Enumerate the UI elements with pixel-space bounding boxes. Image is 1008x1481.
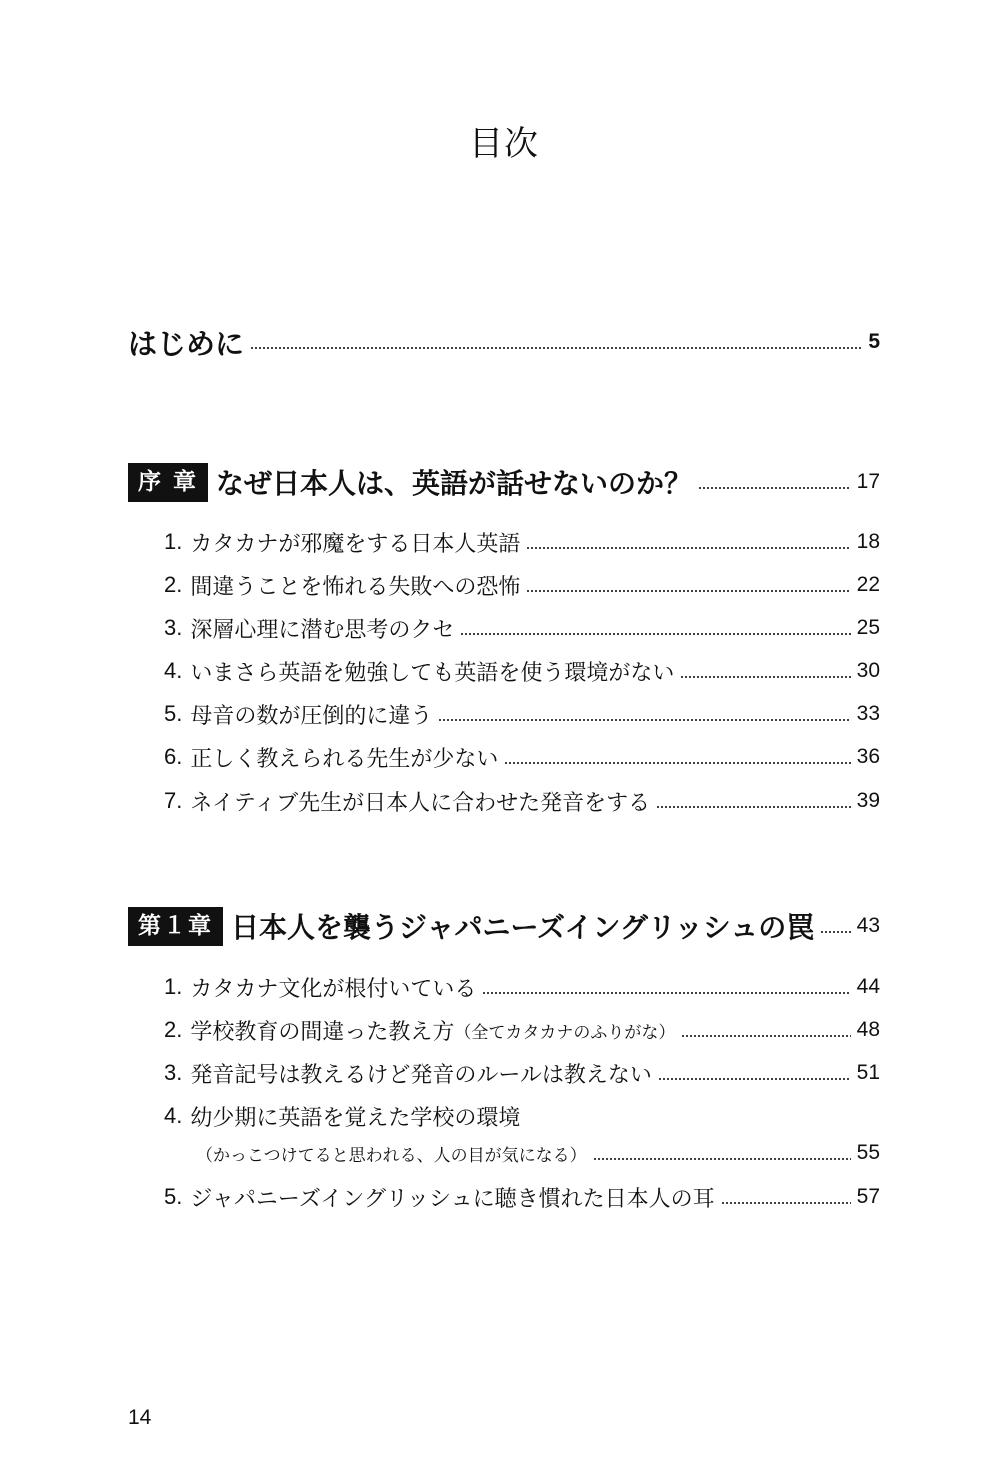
item-title: ネイティブ先生が日本人に合わせた発音をする bbox=[190, 790, 651, 816]
item-subtitle: （かっこつけてると思われる、人の目が気になる） bbox=[196, 1145, 587, 1166]
toc-item[interactable] bbox=[164, 699, 880, 729]
toc-item[interactable] bbox=[164, 613, 880, 643]
toc-item[interactable] bbox=[164, 570, 880, 600]
toc-page-number: 55 bbox=[856, 1141, 880, 1164]
toc-item[interactable] bbox=[164, 1101, 880, 1131]
item-number: 2. bbox=[164, 572, 183, 597]
chapter-title: なぜ日本人は、英語が話せないのか？ bbox=[216, 467, 693, 500]
item-title: カタカナが邪魔をする日本人英語 bbox=[190, 531, 521, 557]
toc-page-number: 5 bbox=[868, 330, 880, 353]
item-title: 学校教育の間違った教え方 bbox=[190, 1019, 455, 1045]
toc-item[interactable] bbox=[164, 972, 880, 1002]
dot-leader bbox=[482, 992, 850, 994]
page-number: 14 bbox=[128, 1406, 152, 1429]
dot-leader bbox=[656, 806, 850, 808]
toc-page-number: 44 bbox=[856, 975, 880, 998]
toc-page-number: 22 bbox=[856, 573, 880, 596]
dot-leader bbox=[526, 590, 850, 592]
item-number: 2. bbox=[164, 1017, 183, 1042]
chapter-badge: 序 章 bbox=[128, 463, 208, 502]
toc-item[interactable] bbox=[164, 527, 880, 557]
toc-item[interactable] bbox=[164, 656, 880, 686]
toc-item[interactable] bbox=[164, 742, 880, 772]
item-title: 幼少期に英語を覚えた学校の環境 bbox=[190, 1105, 521, 1131]
toc-page-number: 57 bbox=[856, 1185, 880, 1208]
toc-item-continuation[interactable] bbox=[196, 1138, 880, 1168]
toc-page-number: 48 bbox=[856, 1018, 880, 1041]
dot-leader bbox=[658, 1078, 851, 1080]
toc-page-number: 33 bbox=[856, 702, 880, 725]
item-title: 深層心理に潜む思考のクセ bbox=[190, 617, 455, 643]
item-number: 3. bbox=[164, 1060, 183, 1085]
item-title: いまさら英語を勉強しても英語を使う環境がない bbox=[190, 660, 675, 686]
item-number: 3. bbox=[164, 615, 183, 640]
dot-leader bbox=[438, 719, 850, 721]
item-number: 4. bbox=[164, 658, 183, 683]
toc-page-number: 17 bbox=[856, 470, 880, 493]
item-subtitle: （全てカタカナのふりがな） bbox=[454, 1022, 676, 1043]
item-title: カタカナ文化が根付いている bbox=[190, 976, 477, 1002]
toc-page-number: 36 bbox=[856, 745, 880, 768]
item-number: 7. bbox=[164, 788, 183, 813]
toc-page-number: 25 bbox=[856, 616, 880, 639]
item-title: ジャパニーズイングリッシュに聴き慣れた日本人の耳 bbox=[190, 1186, 715, 1212]
toc-page-number: 43 bbox=[856, 914, 880, 937]
item-title: 間違うことを怖れる失敗への恐怖 bbox=[190, 574, 521, 600]
dot-leader bbox=[250, 347, 862, 349]
item-title: 正しく教えられる先生が少ない bbox=[190, 746, 499, 772]
dot-leader bbox=[680, 676, 850, 678]
dot-leader bbox=[820, 931, 850, 933]
item-number: 6. bbox=[164, 744, 183, 769]
chapter-title: 日本人を襲うジャパニーズイングリッシュの罠 bbox=[231, 911, 815, 944]
toc-item[interactable] bbox=[164, 1182, 880, 1212]
dot-leader bbox=[681, 1035, 850, 1037]
dot-leader bbox=[721, 1202, 851, 1204]
toc-entry-intro[interactable] bbox=[128, 322, 880, 362]
item-title: 母音の数が圧倒的に違う bbox=[190, 703, 433, 729]
dot-leader bbox=[460, 633, 850, 635]
page-title: 目次 bbox=[469, 124, 539, 164]
toc-item[interactable] bbox=[164, 786, 880, 816]
toc-chapter-heading[interactable] bbox=[128, 904, 880, 948]
item-number: 5. bbox=[164, 1184, 183, 1209]
toc-page-number: 39 bbox=[856, 789, 880, 812]
item-number: 4. bbox=[164, 1103, 183, 1128]
toc-entry-label: はじめに bbox=[128, 326, 245, 361]
dot-leader bbox=[526, 547, 850, 549]
chapter-badge: 第１章 bbox=[128, 907, 223, 946]
toc-page-number: 30 bbox=[856, 659, 880, 682]
toc-page-number: 51 bbox=[856, 1061, 880, 1084]
toc-chapter-heading[interactable] bbox=[128, 460, 880, 504]
dot-leader bbox=[504, 762, 850, 764]
dot-leader bbox=[593, 1158, 851, 1160]
item-number: 1. bbox=[164, 974, 183, 999]
toc-item[interactable] bbox=[164, 1058, 880, 1088]
item-title: 発音記号は教えるけど発音のルールは教えない bbox=[190, 1062, 652, 1088]
item-number: 1. bbox=[164, 529, 183, 554]
dot-leader bbox=[698, 487, 851, 489]
toc-page-number: 18 bbox=[856, 530, 880, 553]
toc-item[interactable] bbox=[164, 1015, 880, 1045]
item-number: 5. bbox=[164, 701, 183, 726]
